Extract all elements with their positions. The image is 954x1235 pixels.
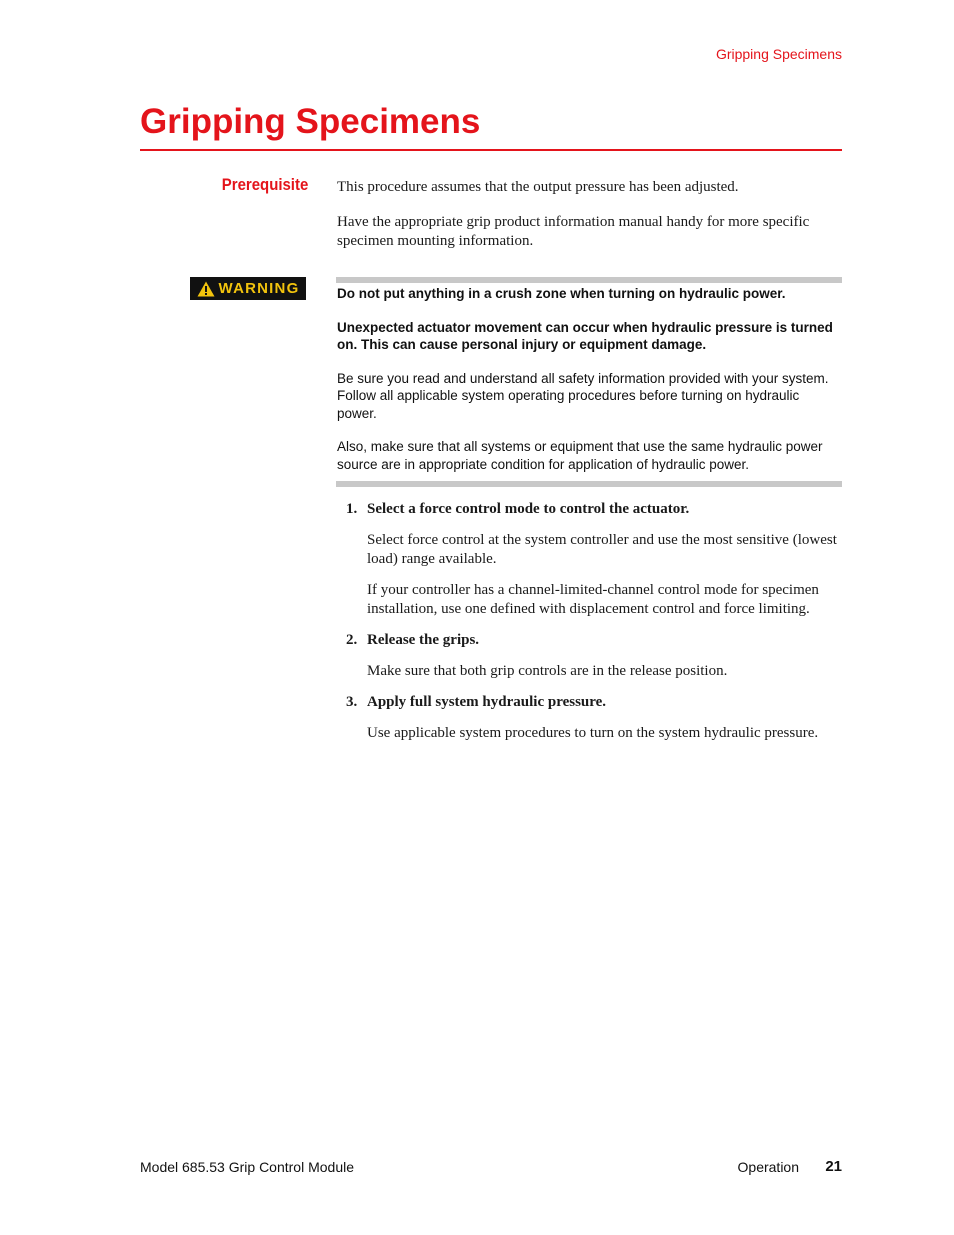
step-number: 3.: [346, 694, 358, 710]
step-title: Release the grips.: [367, 632, 480, 648]
page-number: 21: [825, 1158, 842, 1175]
step-paragraph: If your controller has a channel-limited-channel control mode for specimen installation, use one defined with displacement control and force limiting.: [367, 582, 819, 617]
prerequisite-paragraph: This procedure assumes that the output pressure has been adjusted.: [337, 179, 739, 195]
footer-document-title: Model 685.53 Grip Control Module: [140, 1159, 355, 1175]
warning-bottom-bar: [336, 481, 842, 487]
step-paragraph: Make sure that both grip controls are in the release position.: [367, 663, 728, 679]
step-title: Select a force control mode to control the actuator.: [367, 501, 690, 517]
step-paragraph: Use applicable system procedures to turn on the system hydraulic pressure.: [367, 725, 819, 741]
warning-paragraph: Do not put anything in a crush zone when turning on hydraulic power.: [337, 286, 786, 301]
step-1: [346, 500, 842, 619]
warning-triangle-icon: [197, 281, 215, 297]
warning-paragraph: Also, make sure that all systems or equipment that use the same hydraulic power source are in appropriate condition for application of hydraulic power.: [337, 439, 823, 472]
procedure-steps: [346, 500, 842, 755]
running-header: Gripping Specimens: [715, 46, 842, 62]
warning-body: [337, 285, 842, 489]
step-paragraph: Select force control at the system controller and use the most sensitive (lowest load) range available.: [367, 532, 837, 567]
warning-label: WARNING: [218, 280, 300, 297]
prerequisite-body: [337, 178, 842, 267]
warning-badge: [190, 277, 306, 300]
step-number: 1.: [346, 501, 358, 517]
prerequisite-label: Prerequisite: [221, 175, 308, 194]
title-rule: [140, 149, 842, 151]
step-2: [346, 631, 842, 681]
step-title: Apply full system hydraulic pressure.: [367, 694, 607, 710]
warning-top-bar: [336, 277, 842, 283]
footer-section: Operation: [737, 1159, 799, 1175]
prerequisite-paragraph: Have the appropriate grip product information manual handy for more specific specimen mounting information.: [337, 214, 810, 249]
warning-paragraph: Unexpected actuator movement can occur when hydraulic pressure is turned on. This can cause personal injury or equipment damage.: [337, 319, 833, 352]
page-title: Gripping Specimens: [140, 102, 481, 141]
step-heading: [346, 500, 842, 519]
step-heading: [346, 693, 842, 712]
step-3: [346, 693, 842, 743]
warning-paragraph: Be sure you read and understand all safety information provided with your system. Follow all applicable system operating procedures before turning on hydraulic power.: [337, 370, 829, 421]
step-heading: [346, 631, 842, 650]
step-number: 2.: [346, 632, 358, 648]
